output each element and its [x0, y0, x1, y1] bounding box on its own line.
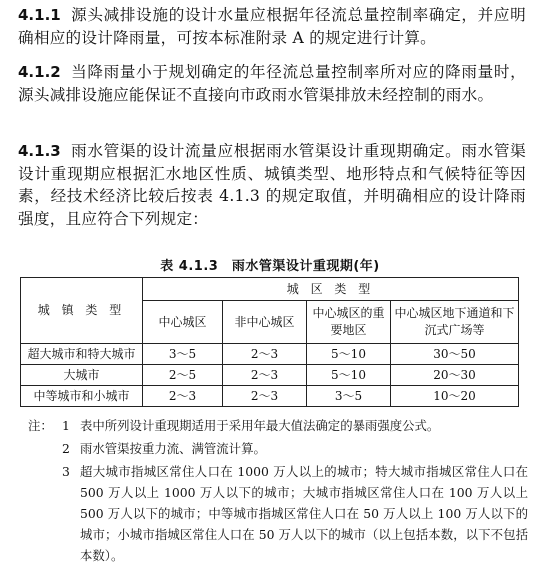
section-number: 4.1.1	[18, 6, 61, 24]
value-cell: 2～3	[223, 344, 307, 365]
column-header: 中心城区的重要地区	[307, 301, 391, 344]
table-header-row	[21, 278, 519, 301]
table-title: 表 4.1.3 雨水管渠设计重现期(年)	[160, 259, 380, 274]
notes-label: 注：	[28, 418, 53, 433]
value-cell: 30～50	[391, 344, 519, 365]
value-cell: 2～3	[223, 386, 307, 407]
value-cell: 2～3	[143, 386, 223, 407]
value-cell: 5～10	[307, 344, 391, 365]
section-number: 4.1.3	[18, 142, 61, 160]
section-4-1-2	[18, 61, 526, 106]
note-index: 2	[62, 441, 70, 456]
section-text: 雨水管渠的设计流量应根据雨水管渠设计重现期确定。雨水管渠设计重现期应根据汇水地区性质、城镇类型、地形特点和气候特征等因素，经技术经济比较后按表 4.1.3 的规定取值，并明确相应的设计降雨强度，且应符合下列规定：	[18, 142, 526, 228]
note-index: 1	[62, 418, 70, 433]
row-header-cell: 城 镇 类 型	[21, 278, 143, 344]
table-row	[21, 365, 519, 386]
value-cell: 10～20	[391, 386, 519, 407]
note-text: 超大城市指城区常住人口在 1000 万人以上的城市；特大城市指城区常住人口在 500 万人以上 1000 万人以下的城市；大城市指城区常住人口在 100 万人以上 500 万人以下的城市；中等城市指城区常住人口在 50 万人以上 100 万人以下的城市；小城市指城区常住人口在 50 万人以下的城市（以上包括本数，以下不包括本数）。	[80, 464, 528, 563]
column-header: 中心城区地下通道和下沉式广场等	[391, 301, 519, 344]
return-period-table	[20, 277, 519, 407]
section-4-1-1	[18, 4, 526, 49]
group-header-cell: 城 区 类 型	[143, 278, 519, 301]
value-cell: 3～5	[143, 344, 223, 365]
note-item	[28, 438, 528, 459]
city-type-cell: 大城市	[21, 365, 143, 386]
note-item	[28, 461, 528, 566]
note-text: 雨水管渠按重力流、满管流计算。	[80, 441, 266, 456]
value-cell: 3～5	[307, 386, 391, 407]
table-row	[21, 344, 519, 365]
city-type-cell: 超大城市和特大城市	[21, 344, 143, 365]
table-row	[21, 386, 519, 407]
section-text: 源头减排设施的设计水量应根据年径流总量控制率确定，并应明确相应的设计降雨量，可按本标准附录 A 的规定进行计算。	[18, 6, 526, 47]
note-text: 表中所列设计重现期适用于采用年最大值法确定的暴雨强度公式。	[80, 418, 440, 433]
value-cell: 2～3	[223, 365, 307, 386]
column-header: 中心城区	[143, 301, 223, 344]
value-cell: 20～30	[391, 365, 519, 386]
section-number: 4.1.2	[18, 63, 61, 81]
note-index: 3	[62, 464, 70, 479]
value-cell: 5～10	[307, 365, 391, 386]
value-cell: 2～5	[143, 365, 223, 386]
section-4-1-3	[18, 140, 526, 230]
table-notes	[28, 415, 528, 568]
city-type-cell: 中等城市和小城市	[21, 386, 143, 407]
column-header: 非中心城区	[223, 301, 307, 344]
note-item	[28, 415, 528, 436]
section-text: 当降雨量小于规划确定的年径流总量控制率所对应的降雨量时，源头减排设施应能保证不直接向市政雨水管渠排放未经控制的雨水。	[18, 63, 526, 104]
